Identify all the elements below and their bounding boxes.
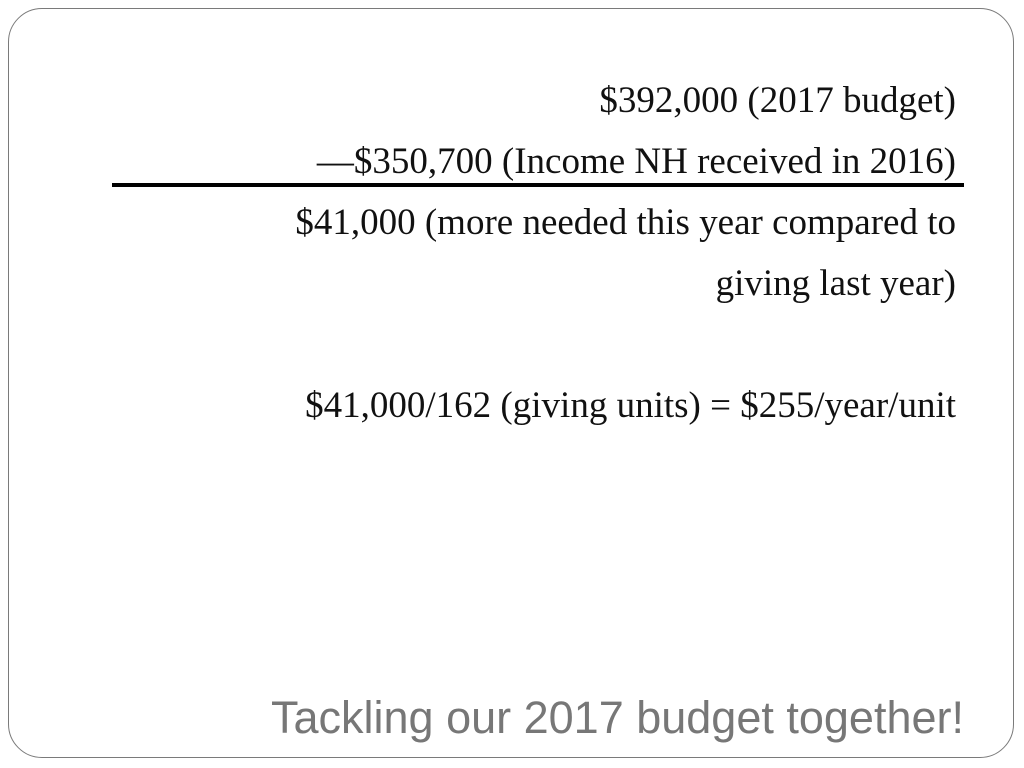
per-unit-formula: $41,000/162 (giving units) = $255/year/unit <box>305 385 956 426</box>
slide-body <box>56 70 956 436</box>
income-line: —$350,700 (Income NH received in 2016) <box>316 141 956 182</box>
slide-title: Tackling our 2017 budget together! <box>271 692 964 743</box>
budget-line: $392,000 (2017 budget) <box>599 80 956 121</box>
paragraph-spacer <box>56 314 956 375</box>
subtraction-divider <box>112 183 964 187</box>
difference-line: $41,000 (more needed this year compared to <box>295 202 956 243</box>
difference-line-continued: giving last year) <box>715 263 956 304</box>
